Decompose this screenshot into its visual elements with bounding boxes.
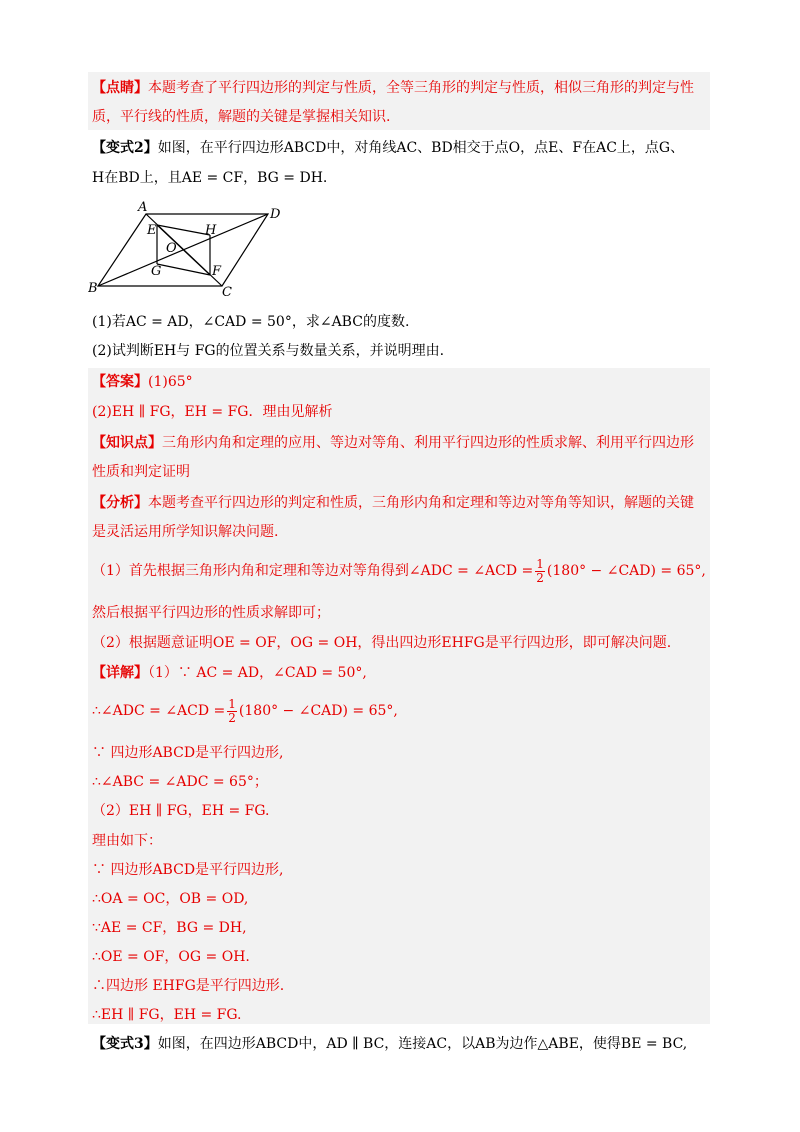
detail-line6: 理由如下： <box>92 833 162 849</box>
label-A: A <box>138 200 148 215</box>
note-line2: 质，平行线的性质，解题的关键是掌握相关知识. <box>92 109 391 125</box>
analysis-line1: 【分析】本题考查平行四边形的判定和性质，三角形内角和定理和等边对等角等知识，解题的关键 <box>92 495 694 511</box>
answer-line1: 【答案】(1)65° <box>92 374 193 390</box>
fraction-half: $\frac{1}{2}$ <box>536 556 544 585</box>
question-1: (1)若AC = AD，∠CAD = 50°，求∠ABC的度数. <box>92 314 410 330</box>
detail-line4: ∴∠ABC = ∠ADC = 65°； <box>92 774 268 790</box>
label-B: B <box>88 281 98 296</box>
label-O: O <box>166 241 177 256</box>
parallelogram-figure <box>88 200 288 300</box>
detail-tag: 【详解】 <box>92 665 148 681</box>
analysis-tag: 【分析】 <box>92 495 148 511</box>
note-line1: 【点睛】本题考查了平行四边形的判定与性质，全等三角形的判定与性质，相似三角形的判定与性 <box>92 80 694 96</box>
detail-line10: ∴OE = OF，OG = OH. <box>92 949 250 965</box>
variant2-tag: 【变式2】 <box>92 140 158 156</box>
analysis-line4: 然后根据平行四边形的性质求解即可； <box>92 605 330 621</box>
variant3-tag: 【变式3】 <box>92 1036 158 1052</box>
fraction-half-2: $\frac{1}{2}$ <box>228 696 236 725</box>
label-D: D <box>270 207 281 222</box>
knowledge-line1: 【知识点】三角形内角和定理的应用、等边对等角、利用平行四边形的性质求解、利用平行四边形 <box>92 435 694 451</box>
answer-line2: (2)EH ∥ FG，EH = FG．理由见解析 <box>92 404 333 420</box>
detail-line1: 【详解】（1）∵ AC = AD，∠CAD = 50°, <box>92 665 367 681</box>
analysis-line2: 是灵活运用所学知识解决问题. <box>92 524 279 540</box>
detail-line12: ∴EH ∥ FG，EH = FG. <box>92 1007 242 1023</box>
detail-line3: ∵ 四边形ABCD是平行四边形, <box>92 745 284 761</box>
detail-line11: ∴四边形 EHFG是平行四边形. <box>92 978 285 994</box>
label-F: F <box>212 264 222 279</box>
analysis-line5: （2）根据题意证明OE = OF，OG = OH，得出四边形EHFG是平行四边形，即可解决问题. <box>92 635 672 651</box>
knowledge-line2: 性质和判定证明 <box>92 464 190 480</box>
label-H: H <box>205 223 217 238</box>
detail-line7: ∵ 四边形ABCD是平行四边形, <box>92 862 284 878</box>
variant2-line1: 【变式2】如图，在平行四边形ABCD中，对角线AC、BD相交于点O，点E、F在AC上，点G、 <box>92 140 685 156</box>
detail-line8: ∴OA = OC，OB = OD, <box>92 891 249 907</box>
label-C: C <box>222 285 232 300</box>
note-tag: 【点睛】 <box>92 80 148 96</box>
variant3-line: 【变式3】如图，在四边形ABCD中，AD ∥ BC，连接AC，以AB为边作△ABE，使得BE = BC, <box>92 1036 688 1052</box>
answer-tag: 【答案】 <box>92 374 148 390</box>
detail-line5: （2）EH ∥ FG，EH = FG. <box>92 803 270 819</box>
knowledge-tag: 【知识点】 <box>92 435 162 451</box>
label-G: G <box>151 264 162 279</box>
analysis-line3: （1）首先根据三角形内角和定理和等边对等角得到∠ADC = ∠ACD = $\frac{1}{2}$ (180° − ∠CAD) = 65°, <box>92 556 706 585</box>
question-2: (2)试判断EH与 FG的位置关系与数量关系，并说明理由. <box>92 343 445 359</box>
detail-line2: ∴∠ADC = ∠ACD = $\frac{1}{2}$ (180° − ∠CAD) = 65°, <box>92 696 398 725</box>
detail-line9: ∵AE = CF，BG = DH, <box>92 920 247 936</box>
variant2-line2: H在BD上，且AE = CF，BG = DH. <box>92 170 328 186</box>
label-E: E <box>147 223 157 238</box>
